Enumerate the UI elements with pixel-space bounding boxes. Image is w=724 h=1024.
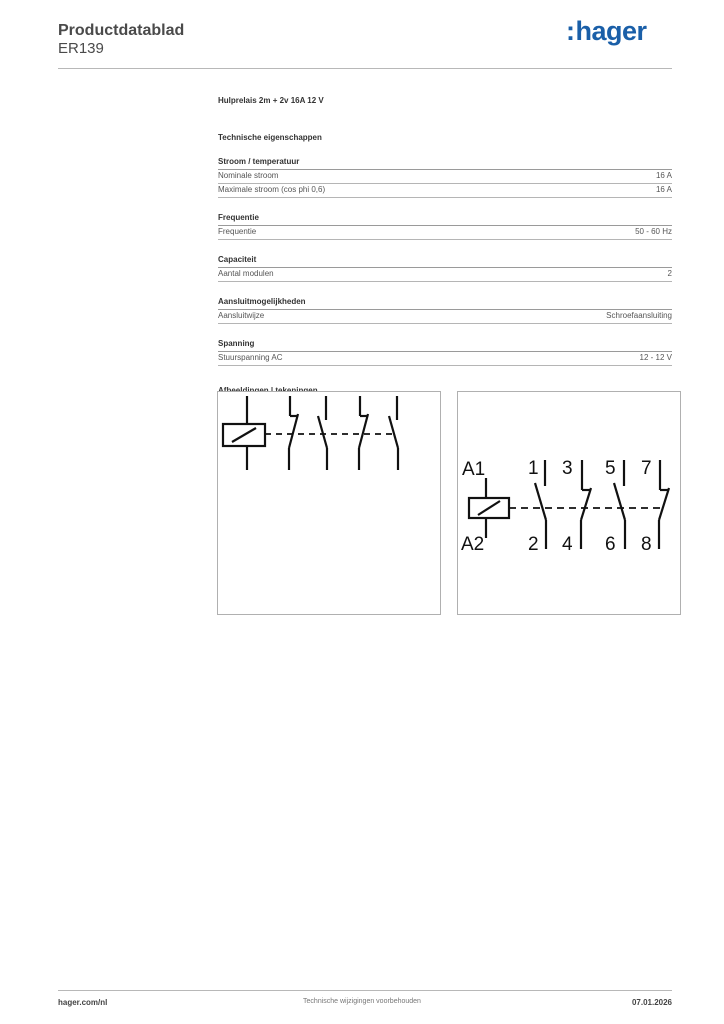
- footer-divider: [58, 990, 672, 991]
- terminal-6-label: 6: [605, 534, 616, 555]
- spec-label: Aantal modulen: [218, 269, 274, 278]
- product-name: Hulprelais 2m + 2v 16A 12 V: [218, 96, 324, 105]
- product-code: ER139: [58, 40, 104, 57]
- terminal-a1-label: A1: [462, 459, 486, 480]
- spec-value: 50 - 60 Hz: [635, 227, 672, 236]
- drawing-panel-symbol: [217, 391, 441, 615]
- footer-notice: Technische wijzigingen voorbehouden: [303, 998, 421, 1005]
- spec-label: Frequentie: [218, 227, 257, 236]
- contact-4-blade: [389, 416, 398, 448]
- drawing-panel-wiring: [457, 391, 681, 615]
- spec-group-voltage: [218, 339, 672, 366]
- relay-symbol-drawing: [218, 392, 440, 614]
- terminal-7-label: 7: [641, 458, 652, 479]
- contact-1-blade: [289, 414, 298, 448]
- spec-row: [218, 184, 672, 198]
- coil-diagonal: [232, 428, 256, 442]
- spec-label: Maximale stroom (cos phi 0,6): [218, 185, 326, 194]
- spec-value: 12 - 12 V: [639, 353, 672, 362]
- footer-date: 07.01.2026: [631, 998, 672, 1007]
- section-title: Technische eigenschappen: [218, 133, 322, 142]
- terminal-8-label: 8: [641, 534, 652, 555]
- spec-row: [218, 268, 672, 282]
- group-title: Aansluitmogelijkheden: [218, 297, 672, 310]
- spec-value: Schroefaansluiting: [606, 311, 672, 320]
- spec-label: Aansluitwijze: [218, 311, 265, 320]
- spec-row: [218, 310, 672, 324]
- terminal-a2-label: A2: [461, 534, 485, 555]
- spec-group-current: [218, 157, 672, 198]
- group-title: Spanning: [218, 339, 672, 352]
- spec-group-capacity: [218, 255, 672, 282]
- content: [218, 96, 672, 395]
- group-title: Capaciteit: [218, 255, 672, 268]
- spec-value: 16 A: [655, 171, 672, 180]
- header-divider: [58, 68, 672, 69]
- spec-value: 16 A: [655, 185, 672, 194]
- contact-2-blade: [318, 416, 327, 448]
- spec-label: Stuurspanning AC: [218, 353, 283, 362]
- terminal-5-label: 5: [605, 458, 616, 479]
- terminal-4-label: 4: [562, 534, 573, 555]
- spec-value: 2: [667, 269, 672, 278]
- spec-row: [218, 170, 672, 184]
- terminal-1-label: 1: [528, 458, 539, 479]
- contact-3-blade: [359, 414, 368, 448]
- spec-label: Nominale stroom: [218, 171, 279, 180]
- terminal-3-label: 3: [562, 458, 573, 479]
- wiring-diagram-drawing: [458, 392, 680, 614]
- logo-text: hager: [575, 16, 647, 46]
- footer-website: hager.com/nl: [58, 998, 108, 1007]
- coil-diagonal: [478, 501, 500, 515]
- spec-row: [218, 352, 672, 366]
- terminal-2-label: 2: [528, 534, 539, 555]
- group-title: Frequentie: [218, 213, 672, 226]
- spec-row: [218, 226, 672, 240]
- spec-group-connection: [218, 297, 672, 324]
- header-title: Productdatablad: [58, 22, 185, 39]
- group-title: Stroom / temperatuur: [218, 157, 672, 170]
- spec-group-frequency: [218, 213, 672, 240]
- hager-logo: :hager: [566, 16, 647, 46]
